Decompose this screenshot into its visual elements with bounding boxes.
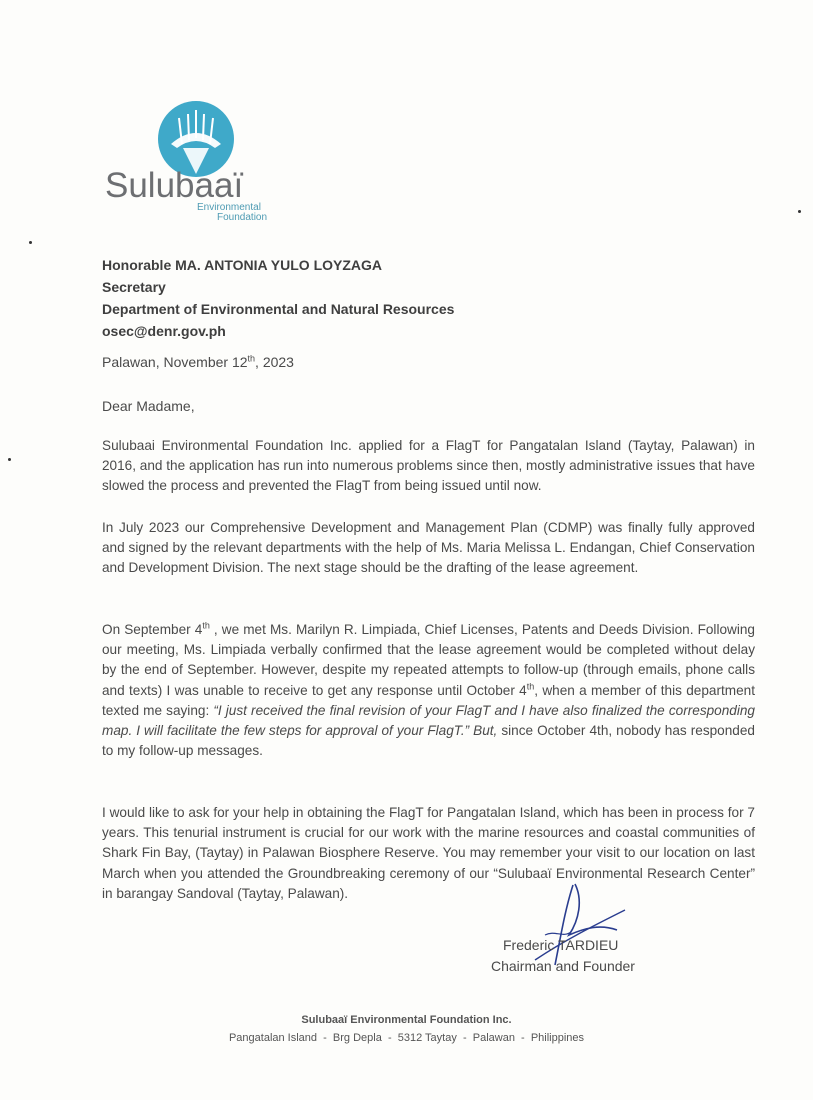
footer-address: Pangatalan Island - Brg Depla - 5312 Taytay - Palawan - Philippines <box>228 1032 585 1044</box>
p3-sup-b: th <box>526 681 535 692</box>
logo-subtitle-line1: Environmental <box>197 202 261 213</box>
signatory-name: Frederic TARDIEU <box>503 937 619 953</box>
foundation-logo <box>105 100 285 225</box>
footer-organization: Sulubaaï Environmental Foundation Inc. <box>301 1014 512 1026</box>
recipient-block <box>102 254 454 342</box>
date-suffix: th <box>247 353 256 364</box>
date-line <box>102 354 294 370</box>
p3-sup-a: th <box>202 620 210 631</box>
handwritten-signature <box>525 880 635 970</box>
paragraph-3 <box>102 620 755 761</box>
logo-wordmark: Sulubaaï <box>105 166 244 205</box>
p3-text-d: since October 4th, nobody has responded to my follow-up messages. <box>102 723 755 759</box>
p3-quote: “I just received the final revision of your FlagT and I have also finalized the corresponding map. I will facilitate the few steps for approval of your FlagT.” But, <box>102 702 755 739</box>
salutation: Dear Madame, <box>102 398 195 414</box>
p3-text-b: , we met Ms. Marilyn R. Limpiada, Chief Licenses, Patents and Deeds Division. Following our meeting, Ms. Limpiada verbally confirmed that the lease agreement would be completed without delay by the end of September. However, despite my repeated attempts to follow-up (through emails, phone calls and texts) I was unable to receive to get any response until October 4 <box>102 622 755 698</box>
signatory-title: Chairman and Founder <box>491 958 635 974</box>
scan-speck <box>8 458 11 461</box>
logo-subtitle-line2: Foundation <box>217 212 268 223</box>
p3-text-c: , when a member of this department texted me saying: <box>102 682 755 718</box>
recipient-email: osec@denr.gov.ph <box>102 323 226 339</box>
paragraph-4: I would like to ask for your help in obtaining the FlagT for Pangatalan Island, which has been in process for 7 years. This tenurial instrument is crucial for our work with the marine resources and coastal communities of Shark Fin Bay, (Taytay) in Palawan Biosphere Reserve. You may remember your visit to our location on last March when you attended the Groundbreaking ceremony of our “Sulubaaï Environmental Research Center” in barangay Sandoval (Taytay, Palawan). <box>102 805 755 901</box>
scan-speck <box>798 210 801 213</box>
paragraph-1: Sulubaai Environmental Foundation Inc. applied for a FlagT for Pangatalan Island (Taytay, Palawan) in 2016, and the application has run into numerous problems since then, mostly administrative issues that have slowed the process and prevented the FlagT from being issued until now. <box>102 438 755 494</box>
paragraph-2: In July 2023 our Comprehensive Development and Management Plan (CDMP) was finally fully approved and signed by the relevant departments with the help of Ms. Maria Melissa L. Endangan, Chief Conservation and Development Division. The next stage should be the drafting of the lease agreement. <box>102 520 755 576</box>
recipient-department: Department of Environmental and Natural Resources <box>102 301 455 317</box>
date-year: , 2023 <box>255 354 294 370</box>
recipient-title: Secretary <box>102 279 166 295</box>
p3-text-a: On September 4 <box>102 622 203 637</box>
recipient-name: Honorable MA. ANTONIA YULO LOYZAGA <box>102 257 383 273</box>
date-text: Palawan, November 12 <box>102 354 248 370</box>
scan-speck <box>29 241 32 244</box>
